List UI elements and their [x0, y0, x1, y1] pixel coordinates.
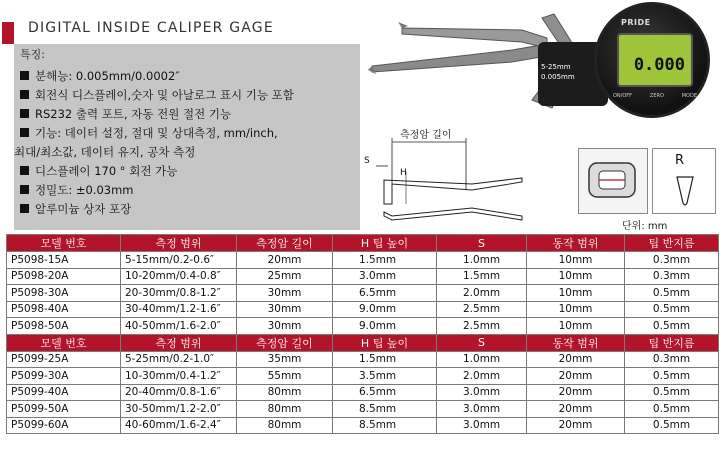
- table-cell: 3.0mm: [437, 401, 527, 418]
- table-row: [7, 285, 719, 302]
- table-header-row: [7, 235, 719, 252]
- table-cell: 5-15mm/0.2-0.6″: [121, 252, 237, 269]
- column-header: 측정암 길이: [237, 334, 333, 351]
- table-row: [7, 401, 719, 418]
- features-list: [14, 67, 354, 219]
- column-header: 팁 반지름: [625, 235, 719, 252]
- tip-radius-graphic: [653, 149, 715, 213]
- table-cell: 20mm: [237, 252, 333, 269]
- column-header: 동작 범위: [527, 235, 625, 252]
- table-cell: 0.5mm: [625, 384, 719, 401]
- table-cell: 10mm: [527, 268, 625, 285]
- brand-logo: PRIDE: [621, 18, 651, 27]
- column-header: S: [437, 235, 527, 252]
- table-cell: 80mm: [237, 401, 333, 418]
- tip-closeup-graphic: [579, 149, 647, 213]
- tip-closeup-image: [578, 148, 648, 214]
- feature-item: 알루미늄 상자 포장: [20, 200, 354, 219]
- table-cell: 0.5mm: [625, 417, 719, 434]
- table-row: [7, 252, 719, 269]
- bullet-square-icon: [20, 204, 29, 213]
- bullet-square-icon: [20, 185, 29, 194]
- column-header: 측정 범위: [121, 235, 237, 252]
- table-cell: 9.0mm: [333, 318, 437, 335]
- table-cell: 30-50mm/1.2-2.0″: [121, 401, 237, 418]
- bullet-square-icon: [20, 90, 29, 99]
- column-header: H 팁 높이: [333, 334, 437, 351]
- column-header: 측정암 길이: [237, 235, 333, 252]
- table-cell: 2.5mm: [437, 318, 527, 335]
- table-cell: 2.5mm: [437, 301, 527, 318]
- table-cell: 3.5mm: [333, 368, 437, 385]
- table-header-row: [7, 334, 719, 351]
- table-row: [7, 384, 719, 401]
- table-cell: 20-30mm/0.8-1.2″: [121, 285, 237, 302]
- dimension-diagram: [362, 120, 562, 230]
- table-cell: 3.0mm: [437, 384, 527, 401]
- table-cell: 0.5mm: [625, 401, 719, 418]
- table-cell: 10-20mm/0.4-0.8″: [121, 268, 237, 285]
- table-cell: 0.3mm: [625, 351, 719, 368]
- table-cell: P5099-25A: [7, 351, 121, 368]
- table-cell: 9.0mm: [333, 301, 437, 318]
- column-header: 모델 번호: [7, 235, 121, 252]
- spec-table: [6, 234, 719, 434]
- table-row: [7, 268, 719, 285]
- table-cell: 6.5mm: [333, 285, 437, 302]
- table-cell: 40-60mm/1.6-2.4″: [121, 417, 237, 434]
- table-cell: P5098-20A: [7, 268, 121, 285]
- feature-item: 정밀도: ±0.03mm: [20, 181, 354, 200]
- column-header: 측정 범위: [121, 334, 237, 351]
- lcd-value: 0.000: [633, 55, 685, 75]
- dial-spec-resolution: 0.005mm: [541, 73, 575, 81]
- table-cell: P5099-50A: [7, 401, 121, 418]
- table-cell: 25mm: [237, 268, 333, 285]
- feature-item: 분해능: 0.005mm/0.0002″: [20, 67, 354, 86]
- table-cell: 10-30mm/0.4-1.2″: [121, 368, 237, 385]
- table-cell: 30-40mm/1.2-1.6″: [121, 301, 237, 318]
- table-cell: 8.5mm: [333, 417, 437, 434]
- on-off-button[interactable]: ON/OFF: [613, 93, 633, 99]
- table-cell: 2.0mm: [437, 285, 527, 302]
- table-cell: 0.3mm: [625, 268, 719, 285]
- column-header: H 팁 높이: [333, 235, 437, 252]
- table-row: [7, 301, 719, 318]
- features-panel: [14, 44, 360, 230]
- feature-item: 회전식 디스플레이,숫자 및 아날로그 표시 기능 포함: [20, 86, 354, 105]
- lcd-display: [617, 33, 693, 87]
- table-cell: 1.5mm: [333, 252, 437, 269]
- table-cell: 0.5mm: [625, 318, 719, 335]
- table-row: [7, 417, 719, 434]
- feature-item-continuation: 최대/최소값, 데이터 유지, 공차 측정: [14, 145, 196, 159]
- header-accent-bar: [2, 22, 14, 44]
- table-cell: 1.5mm: [333, 351, 437, 368]
- dial-buttons: [613, 93, 697, 99]
- arm-length-label: 측정암 길이: [400, 130, 452, 141]
- mode-button[interactable]: MODE: [681, 93, 697, 99]
- dimension-diagram-lines: [362, 120, 562, 230]
- table-cell: 20mm: [527, 401, 625, 418]
- feature-item: RS232 출력 포트, 자동 전원 절전 기능: [20, 105, 354, 124]
- table-cell: 1.0mm: [437, 351, 527, 368]
- feature-item: 기능: 데이터 설정, 절대 및 상대측정, mm/inch,: [20, 124, 354, 143]
- table-cell: 3.0mm: [437, 417, 527, 434]
- table-cell: 20mm: [527, 368, 625, 385]
- table-cell: P5098-30A: [7, 285, 121, 302]
- tip-radius-image: [652, 148, 716, 214]
- table-cell: 10mm: [527, 318, 625, 335]
- r-label: R: [675, 153, 685, 168]
- bullet-square-icon: [20, 166, 29, 175]
- table-cell: 35mm: [237, 351, 333, 368]
- table-cell: 30mm: [237, 301, 333, 318]
- table-row: [7, 318, 719, 335]
- table-cell: 30mm: [237, 285, 333, 302]
- s-label: S: [364, 156, 370, 166]
- feature-item: 디스플레이 170 ° 회전 가능: [20, 162, 354, 181]
- table-cell: 20-40mm/0.8-1.6″: [121, 384, 237, 401]
- table-cell: 40-50mm/1.6-2.0″: [121, 318, 237, 335]
- bullet-square-icon: [20, 71, 29, 80]
- page-title: DIGITAL INSIDE CALIPER GAGE: [28, 20, 274, 36]
- bullet-square-icon: [20, 128, 29, 137]
- table-cell: 5-25mm/0.2-1.0″: [121, 351, 237, 368]
- table-cell: 0.5mm: [625, 285, 719, 302]
- table-cell: 20mm: [527, 384, 625, 401]
- table-cell: 10mm: [527, 252, 625, 269]
- column-header: 동작 범위: [527, 334, 625, 351]
- table-cell: 10mm: [527, 301, 625, 318]
- table-cell: P5098-50A: [7, 318, 121, 335]
- table-cell: 1.5mm: [437, 268, 527, 285]
- table-cell: 20mm: [527, 351, 625, 368]
- unit-label: 단위: mm: [622, 221, 668, 232]
- table-cell: 80mm: [237, 384, 333, 401]
- table-cell: 3.0mm: [333, 268, 437, 285]
- column-header: 팁 반지름: [625, 334, 719, 351]
- table-cell: 2.0mm: [437, 368, 527, 385]
- column-header: S: [437, 334, 527, 351]
- table-cell: P5099-40A: [7, 384, 121, 401]
- table-cell: 0.5mm: [625, 301, 719, 318]
- table-cell: 1.0mm: [437, 252, 527, 269]
- page-header: [0, 0, 360, 44]
- table-row: [7, 351, 719, 368]
- features-title: 특징:: [20, 48, 45, 61]
- table-cell: 20mm: [527, 417, 625, 434]
- table-cell: P5099-30A: [7, 368, 121, 385]
- table-cell: 10mm: [527, 285, 625, 302]
- digital-dial: [541, 2, 710, 118]
- table-cell: P5098-15A: [7, 252, 121, 269]
- dial-spec-range: 5-25mm: [541, 63, 571, 71]
- table-cell: 30mm: [237, 318, 333, 335]
- table-cell: 0.5mm: [625, 368, 719, 385]
- zero-button[interactable]: ZERO: [649, 93, 664, 99]
- table-cell: 8.5mm: [333, 401, 437, 418]
- table-cell: P5098-40A: [7, 301, 121, 318]
- column-header: 모델 번호: [7, 334, 121, 351]
- table-cell: 0.3mm: [625, 252, 719, 269]
- table-cell: 6.5mm: [333, 384, 437, 401]
- table-cell: 80mm: [237, 417, 333, 434]
- table-cell: P5099-60A: [7, 417, 121, 434]
- table-cell: 55mm: [237, 368, 333, 385]
- table-row: [7, 368, 719, 385]
- bullet-square-icon: [20, 109, 29, 118]
- h-label: H: [400, 168, 407, 178]
